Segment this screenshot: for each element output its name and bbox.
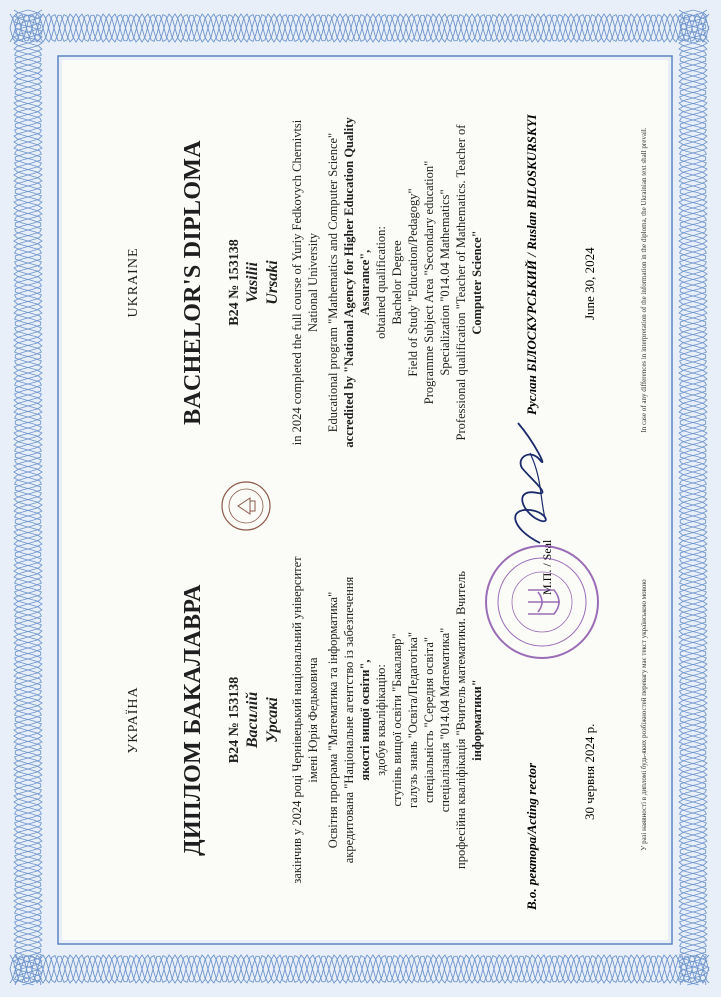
body-line: здобув кваліфікацію: — [374, 664, 388, 776]
body-line: спеціалізація "014.04 Математика" — [438, 627, 452, 813]
diploma-title-en: BACHELOR'S DIPLOMA — [180, 140, 206, 425]
last-name-ua: Урсакі — [264, 697, 281, 743]
first-name-en: Vasilii — [244, 262, 261, 303]
body-line: Programme Subject Area "Secondary education" — [422, 160, 436, 405]
body-line: Computer Science" — [470, 230, 484, 335]
diploma-number-ua: В24 № 153138 — [227, 676, 242, 764]
country-ua: УКРАЇНА — [126, 686, 141, 754]
date-en: June 30, 2024 — [582, 247, 597, 320]
body-line: National University — [306, 233, 320, 332]
body-ua — [289, 510, 485, 930]
diploma-content — [62, 60, 668, 940]
body-line: закінчив у 2024 році Чернівецький національний університет — [290, 556, 304, 884]
body-line: Bachelor Degree — [390, 240, 404, 325]
body-line: accredited by "National Agency for Higher Education Quality — [342, 117, 356, 448]
body-line: Educational program "Mathematics and Computer Science" — [326, 132, 340, 433]
body-line: Specialization "014.04 Mathematics" — [438, 189, 452, 376]
country-en: UKRAINE — [126, 247, 141, 318]
diploma-number-en: B24 № 153138 — [227, 239, 242, 326]
body-line: якості вищої освіти", — [358, 659, 372, 781]
official-seal-icon — [482, 539, 602, 662]
first-name-ua: Василій — [244, 691, 261, 749]
footer-ua: У разі наявності в дипломі будь-яких розбіжностей перевагу має текст українською мовою — [640, 579, 648, 851]
signatory-en: Руслан БІЛОСКУРСЬКИЙ / Ruslan BILOSKURSKYI — [524, 114, 539, 415]
body-line: імені Юрія Федьковича — [306, 657, 320, 783]
footer-en: In case of any differences in interpretation of the information in the diploma, the Ukrainian text shall prevail. — [640, 127, 648, 433]
date-ua: 30 червня 2024 р. — [582, 723, 597, 820]
body-line: спеціальність "Середня освіта" — [422, 637, 436, 803]
body-line: obtained qualification: — [374, 226, 388, 339]
body-line: Assurance", — [358, 249, 372, 316]
body-en — [289, 70, 485, 495]
seal-label: М.П. / Seal — [540, 539, 554, 595]
body-line: інформатики" — [470, 679, 484, 761]
body-line: Field of Study "Education/Pedagogy" — [406, 188, 420, 377]
body-line: акредитована "Національне агентство із забезпечення — [342, 576, 356, 864]
last-name-en: Ursaki — [264, 260, 281, 305]
body-line: ступінь вищої освіти "Бакалавр" — [390, 633, 404, 807]
body-line: галузь знань "Освіта/Педагогіка" — [406, 632, 420, 808]
diploma-title-ua: ДИПЛОМ БАКАЛАВРА — [180, 584, 206, 856]
body-line: in 2024 completed the full course of Yuriy Fedkovych Chernivtsi — [290, 119, 304, 446]
body-line: Освітня програма "Математика та інформатика" — [326, 591, 340, 849]
signatory-ua: В.о. ректора/Acting rector — [524, 762, 539, 910]
body-line: професійна кваліфікація "Вчитель математики. Вчитель — [454, 571, 468, 869]
body-line: Professional qualification "Teacher of Mathematics. Teacher of — [454, 124, 468, 441]
